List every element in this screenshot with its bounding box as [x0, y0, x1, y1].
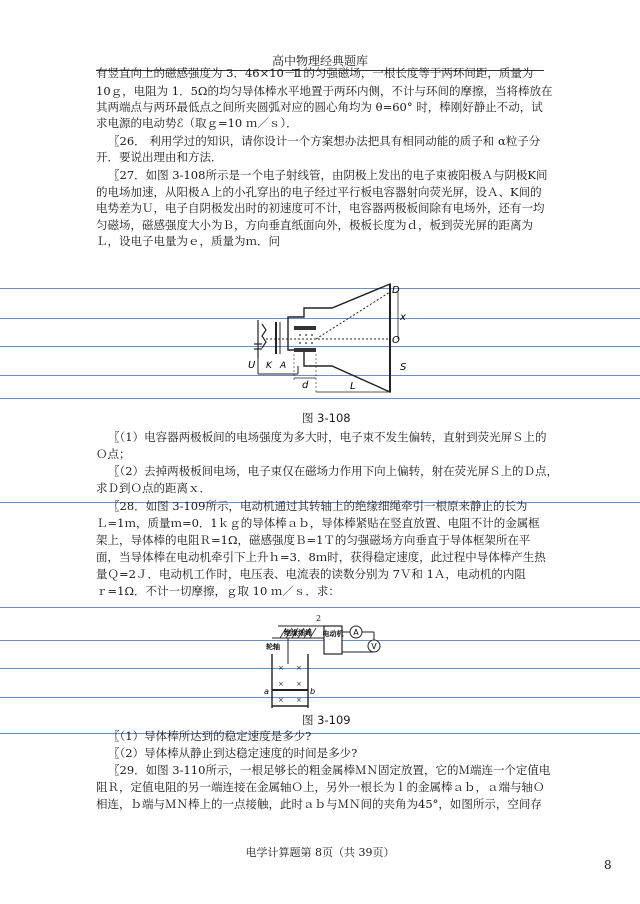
text-line: 求电源的电动势ℰ（取ｇ=10 ｍ／ｓ）．	[96, 116, 298, 130]
page-header: 高中物理经典题库	[271, 54, 368, 68]
label-D: D	[392, 285, 400, 296]
field-cross: ×	[296, 664, 302, 672]
text-line: Ｌ=1ｍ，质量ｍ=0．1ｋｇ的导体棒ａｂ，导体棒紧贴在竖直放置、电阻不计的金属框	[96, 516, 540, 530]
field-cross: ×	[278, 696, 284, 704]
voltmeter-label: V	[371, 642, 377, 651]
label-O: O	[392, 335, 400, 346]
page-number: 8	[604, 858, 612, 872]
text-line: 电势差为Ｕ，电子自阴极发出时的初速度可不计，电容器两极板间除有电场外，还有一均	[96, 201, 545, 215]
page-footer: 电学计算题第 8页（共 39页）	[245, 846, 395, 859]
motor-label	[323, 629, 344, 638]
text-line: 量Ｑ=2Ｊ．电动机工作时，电压表、电流表的读数分别为 7Ｖ和 1Ａ，电动机的内阻	[96, 567, 526, 581]
figure-3-108-caption: 图 3-108	[302, 411, 351, 425]
text-line: 〖27．如图 3-108所示是一个电子射线管，由阴极上发出的电子束被阳极Ａ与阴极Κ间	[108, 168, 548, 182]
text-line: 〖29．如图 3-110所示，一根足够长的粗金属棒ＭＮ固定放置，它的Ｍ端连一个定值电	[108, 763, 551, 777]
text-line: 开．要说出理由和方法．	[96, 150, 223, 164]
text-line: 〖28．如图 3-109所示，电动机通过其转轴上的绝缘细绳牵引一根原来静止的长为	[108, 499, 528, 513]
text-line: 〖（1）导体棒所达到的稳定速度是多少?	[108, 729, 312, 743]
figure-3-109	[264, 624, 390, 708]
label-d: d	[302, 380, 309, 391]
text-line: 〖26． 利用学过的知识，请你设计一个方案想办法把具有相同动能的质子和 α粒子分	[108, 134, 541, 148]
text-line: 求Ｄ到Ｏ点的距离ｘ．	[96, 481, 211, 495]
field-cross: ×	[278, 664, 284, 672]
text-line: Ｏ点；	[96, 447, 131, 461]
text-line: 其两端点与两环最低点之间所夹圆弧对应的圆心角均为 θ=60° 时，棒刚好静止不动，试	[96, 100, 543, 114]
rope-label: 绝缘细绳	[284, 629, 312, 637]
label-U: U	[248, 360, 256, 371]
field-cross: ×	[296, 680, 302, 688]
ruled-line	[0, 607, 640, 608]
text-line: 〖（2）去掉两极板间电场，电子束仅在磁场力作用下向上偏转，射在荧光屏Ｓ上的Ｄ点，	[108, 464, 559, 478]
text-line: 面，当导体棒在电动机牵引下上升ｈ=3．8ｍ时，获得稳定速度，此过程中导体棒产生热	[96, 550, 546, 564]
ruled-line	[0, 733, 640, 734]
text-line: 〖（1）电容器两极板间的电场强度为多大时，电子束不发生偏转，直射到荧光屏Ｓ上的	[108, 430, 547, 444]
label-a: a	[264, 687, 269, 696]
figure-3-109-caption: 图 3-109	[302, 713, 351, 727]
figure-3-108	[240, 282, 440, 402]
text-line: 〖（2）导体棒从静止到达稳定速度的时间是多少?	[108, 746, 358, 760]
axle-label: 轮轴	[266, 643, 280, 651]
label-K: K	[266, 361, 272, 371]
label-b: b	[310, 687, 316, 696]
label-x: x	[400, 312, 406, 323]
text-line: 匀磁场，磁感强度大小为Ｂ，方向垂直纸面向外，极板长度为ｄ，板到荧光屏的距离为	[96, 218, 533, 232]
text-line: T 的匀强磁场，一根长度等于两环间距，质量为	[292, 66, 534, 80]
text-line: Ｌ，设电子电量为ｅ，质量为ｍ．问	[96, 234, 280, 248]
text-line: 有竖直向上的磁感强度为 3．46×10－1	[96, 66, 303, 80]
text-line: ｒ=1Ω．不计一切摩擦，ｇ取 10 ｍ／ｓ．求：	[96, 584, 340, 598]
ammeter-label: A	[353, 628, 359, 637]
label-A: A	[280, 361, 287, 371]
field-cross: ×	[278, 680, 284, 688]
motor-label-text: 电动机	[322, 630, 344, 638]
label-L: L	[350, 381, 356, 392]
field-cross: ×	[296, 696, 302, 704]
text-line: 的电场加速，从阳极Ａ上的小孔穿出的电子经过平行板电容器射向荧光屏，设Ａ、Κ间的	[96, 185, 542, 199]
text-line: 架上，导体棒的电阻Ｒ=1Ω，磁感强度Ｂ=1Ｔ的匀强磁场方向垂直于导体框架所在平	[96, 533, 531, 547]
text-line: 10ｇ，电阻为 1．5Ω的均匀导体棒水平地置于两环内侧，不计与环间的摩擦，当将棒放在	[96, 84, 553, 98]
text-line: 阻Ｒ，定值电阻的另一端连接在金属轴Ｏ上，另外一根长为ｌ的金属棒ａｂ，ａ端与轴Ｏ	[96, 780, 545, 794]
label-S: S	[400, 362, 407, 373]
small-mark: 2	[316, 614, 322, 623]
text-line: 相连，ｂ端与ＭＮ棒上的一点接触，此时ａｂ与ＭＮ间的夹角为45°，如图所示，空间存	[96, 797, 542, 811]
